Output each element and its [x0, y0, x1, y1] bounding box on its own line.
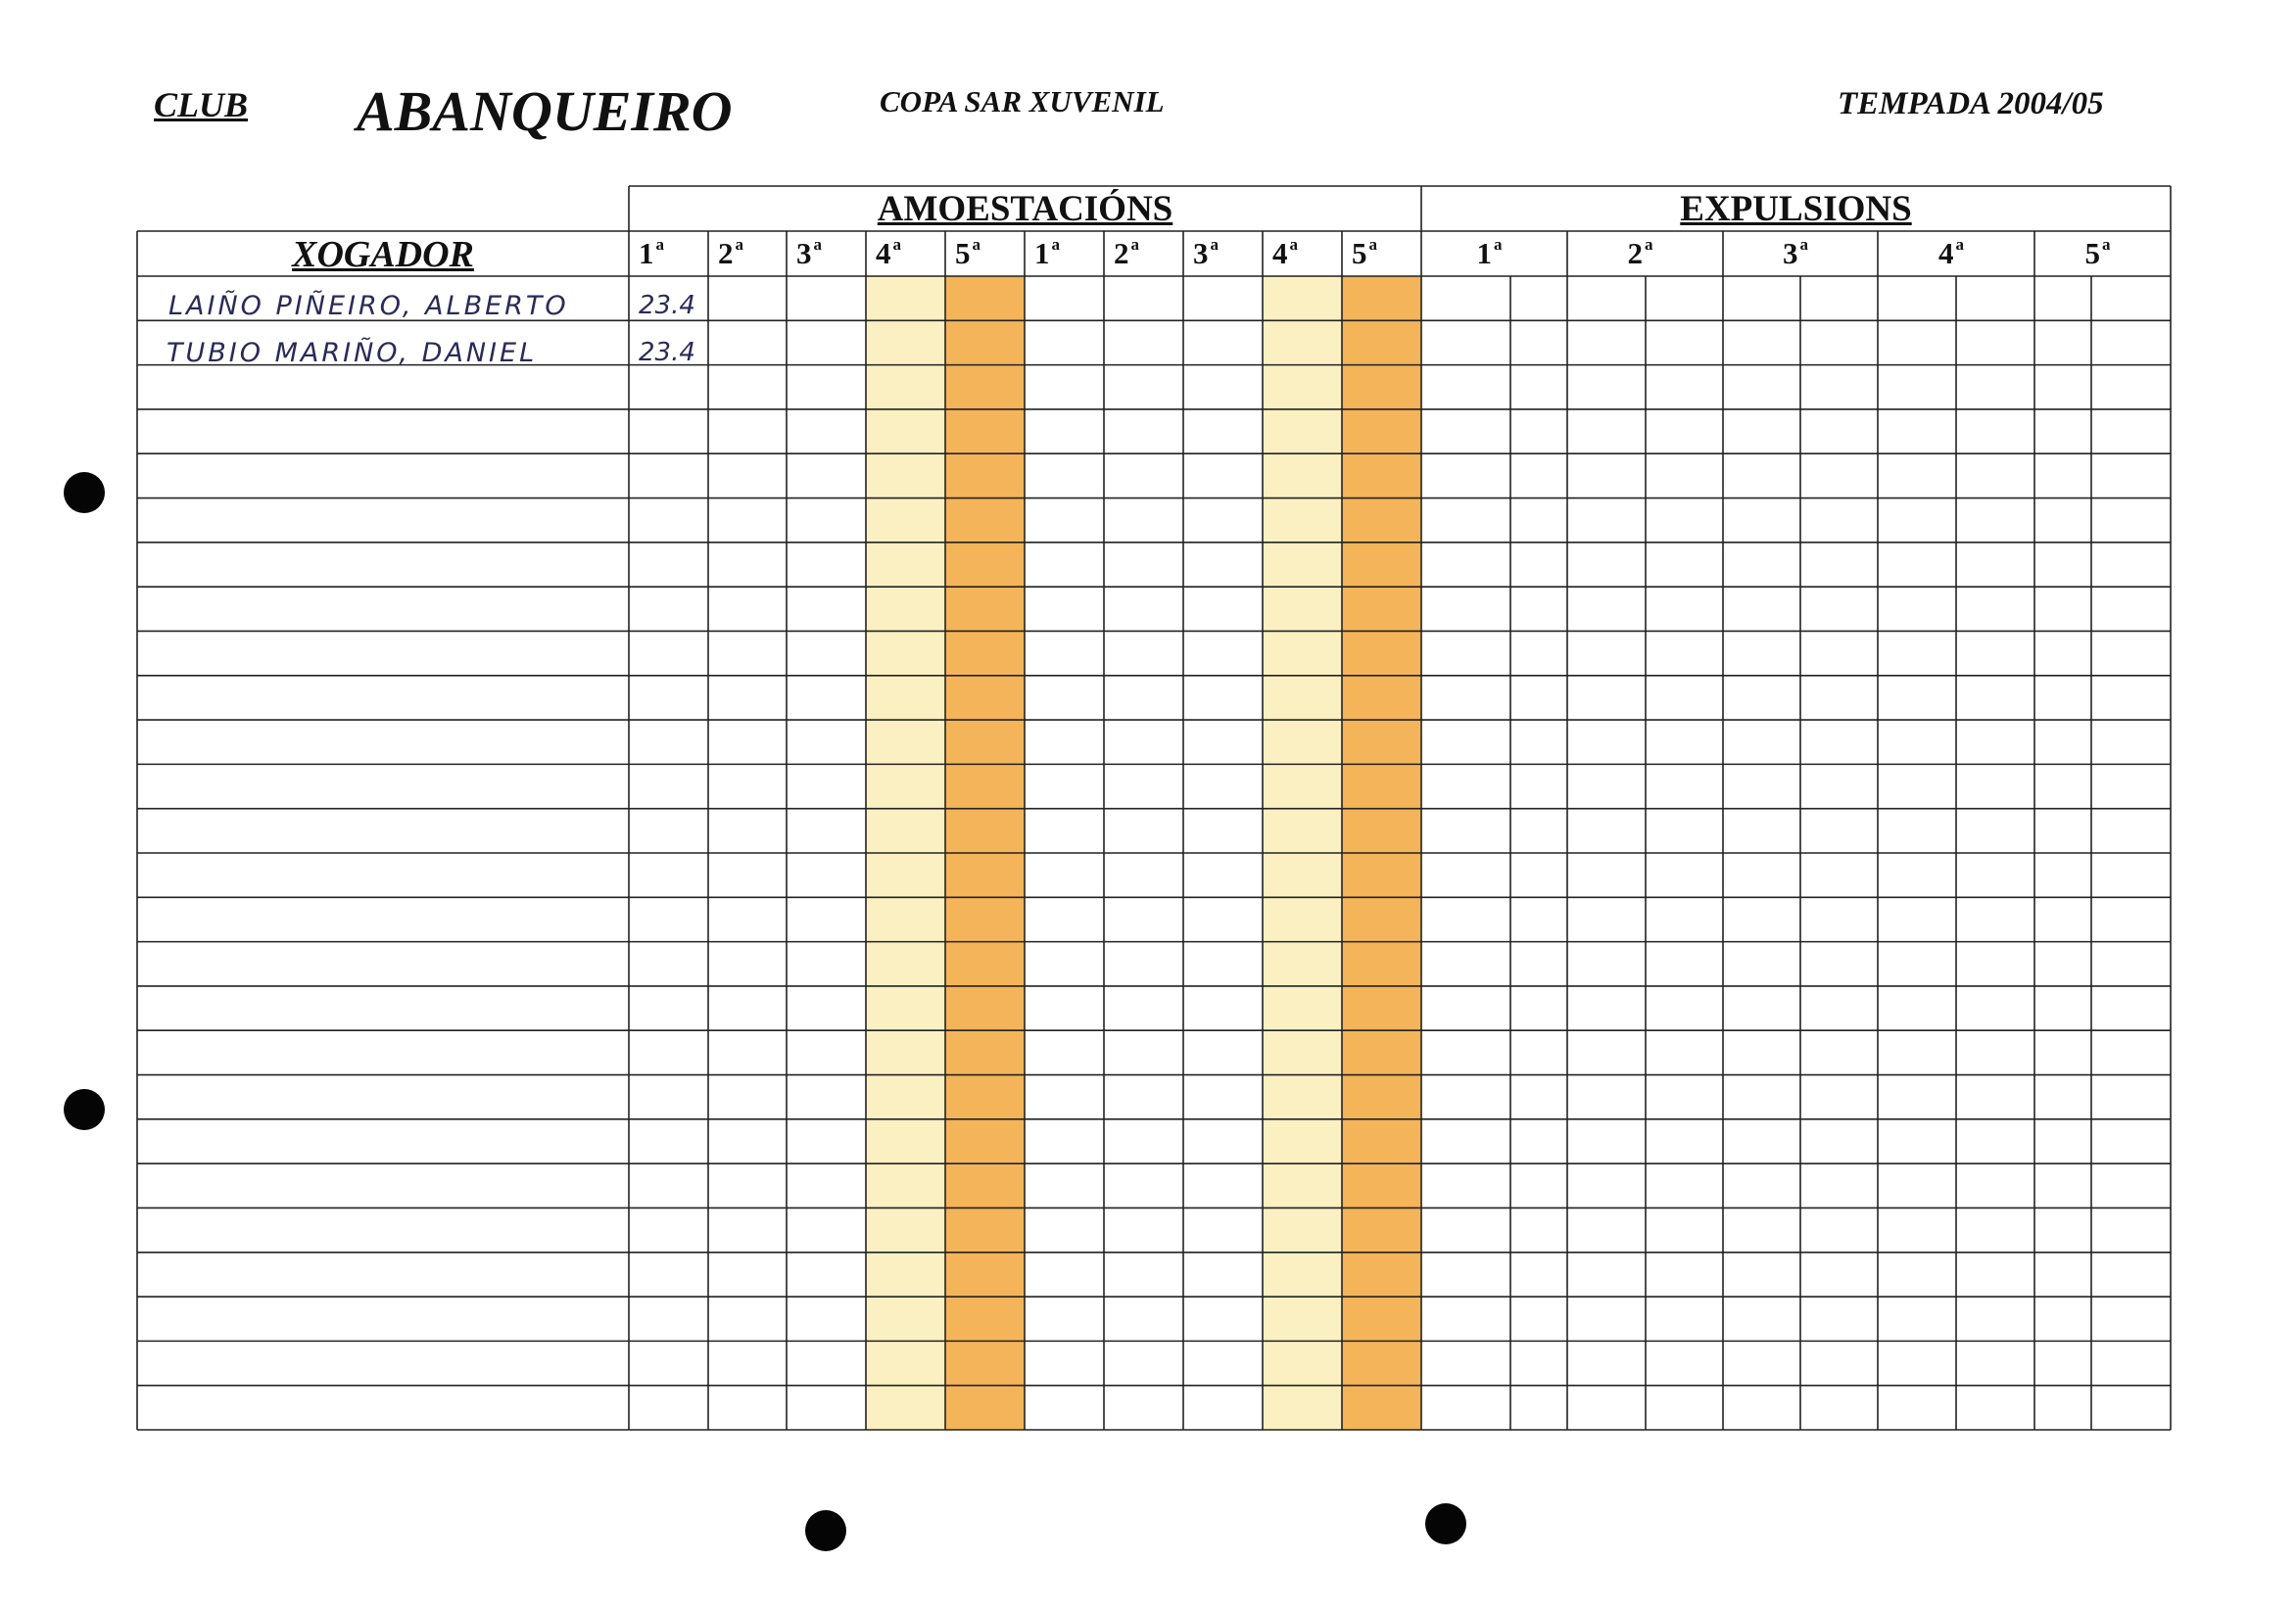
amoestacion-col-header: 4 $^a$	[1272, 235, 1298, 270]
amoestacion-col-header: 4 $^a$	[876, 235, 901, 270]
competition-title: COPA SAR XUVENIL	[880, 84, 1165, 118]
season-label: TEMPADA 2004/05	[1838, 86, 2104, 121]
warning-date-cell: 23.4	[639, 291, 695, 320]
amoestacion-col-header: 1 $^a$	[639, 235, 664, 270]
amoestacion-col-header: 3 $^a$	[796, 235, 822, 270]
warning-date-cell: 23.4	[639, 338, 695, 367]
player-name-cell: LAIÑO PIÑEIRO, ALBERTO	[168, 291, 569, 321]
amoestacion-col-header: 2 $^a$	[718, 235, 743, 270]
amoestacion-col-header: 3 $^a$	[1193, 235, 1219, 270]
group-header-expulsions: EXPULSIONS	[1680, 189, 1912, 229]
group-header-amoestacions: AMOESTACIÓNS	[877, 189, 1173, 229]
amoestacion-col-header: 1 $^a$	[1034, 235, 1060, 270]
club-label: CLUB	[154, 85, 249, 124]
punch-hole	[1425, 1503, 1466, 1544]
expulsion-col-header: 5 $^a$	[2084, 235, 2111, 270]
amoestacion-col-header: 2 $^a$	[1114, 235, 1139, 270]
punch-hole	[805, 1510, 846, 1551]
expulsion-col-header: 4 $^a$	[1938, 235, 1964, 270]
amoestacion-col-header: 5 $^a$	[955, 235, 981, 270]
expulsion-col-header: 2 $^a$	[1627, 235, 1653, 270]
punch-hole	[64, 1089, 105, 1130]
punch-hole	[64, 472, 105, 513]
expulsion-col-header: 1 $^a$	[1476, 235, 1503, 270]
expulsion-col-header: 3 $^a$	[1783, 235, 1808, 270]
amoestacion-col-header: 5 $^a$	[1352, 235, 1377, 270]
player-name-cell: TUBIO MARIÑO, DANIEL	[167, 338, 538, 368]
club-name: ABANQUEIRO	[357, 79, 733, 143]
player-column-header: XOGADOR	[292, 234, 474, 275]
